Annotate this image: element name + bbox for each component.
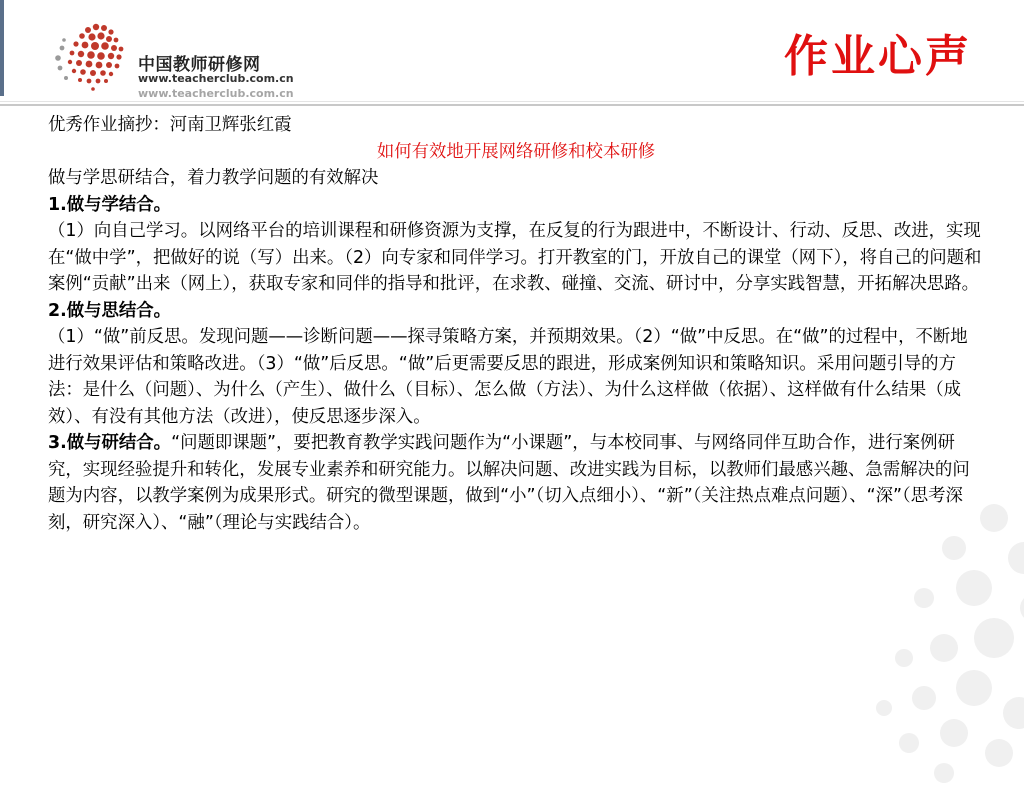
logo-chinese-name: 中国教师研修网 xyxy=(138,55,261,75)
section-3-paragraph xyxy=(48,430,984,536)
section-3-text: “问题即课题”，要把教育教学实践问题作为“小课题”，与本校同事、与网络同伴互助合作，进行案例研究，实现经验提升和转化，发展专业素养和研究能力。以解决问题、改进实践为目标，以教师们最感兴趣、急需解决的问题为内容，以教学案例为成果形式。研究的微型课题，做到“小”（切入点细小）、“新”（关注热点难点问题）、“深”（思考深刻，研究深入）、“融”（理论与实践结合）。 xyxy=(48,433,970,533)
header-divider xyxy=(0,104,1024,106)
excerpt-line: 优秀作业摘抄：河南卫辉张红霞 xyxy=(48,115,292,135)
document-body xyxy=(48,112,984,536)
section-2-text: （1）“做”前反思。发现问题——诊断问题——探寻策略方案，并预期效果。（2）“做”中反思。在“做”的过程中，不断地进行效果评估和策略改进。（3）“做”后反思。“做”后更需要反思的跟进，形成案例知识和策略知识。采用问题引导的方法：是什么（问题）、为什么（产生）、做什么（目标）、怎么做（方法）、为什么这样做（依据）、这样做有什么结果（成效）、有没有其他方法（改进），使反思逐步深入。 xyxy=(48,327,968,427)
intro-line: 做与学思研结合，着力教学问题的有效解决 xyxy=(48,168,379,188)
left-edge-bar xyxy=(0,0,4,96)
section-3-heading: 3.做与研结合。 xyxy=(48,433,172,453)
section-2-heading: 2.做与思结合。 xyxy=(48,300,172,321)
logo-url-reflection: www.teacherclub.com.cn xyxy=(138,87,294,100)
logo-url: www.teacherclub.com.cn xyxy=(138,72,294,85)
document-subtitle: 如何有效地开展网络研修和校本研修 xyxy=(376,141,656,162)
page-title: 作业心声 xyxy=(784,31,972,82)
section-1-heading: 1.做与学结合。 xyxy=(48,194,172,215)
logo-dots-icon xyxy=(48,18,138,100)
header-divider-light xyxy=(0,101,1024,102)
section-1-text: （1）向自己学习。以网络平台的培训课程和研修资源为支撑，在反复的行为跟进中，不断设计、行动、反思、改进，实现在“做中学”，把做好的说（写）出来。（2）向专家和同伴学习。打开教室的门，开放自己的课堂（网下），将自己的问题和案例“贡献”出来（网上），获取专家和同伴的指导和批评，在求教、碰撞、交流、研讨中，分享实践智慧，开拓解决思路。 xyxy=(48,221,982,294)
